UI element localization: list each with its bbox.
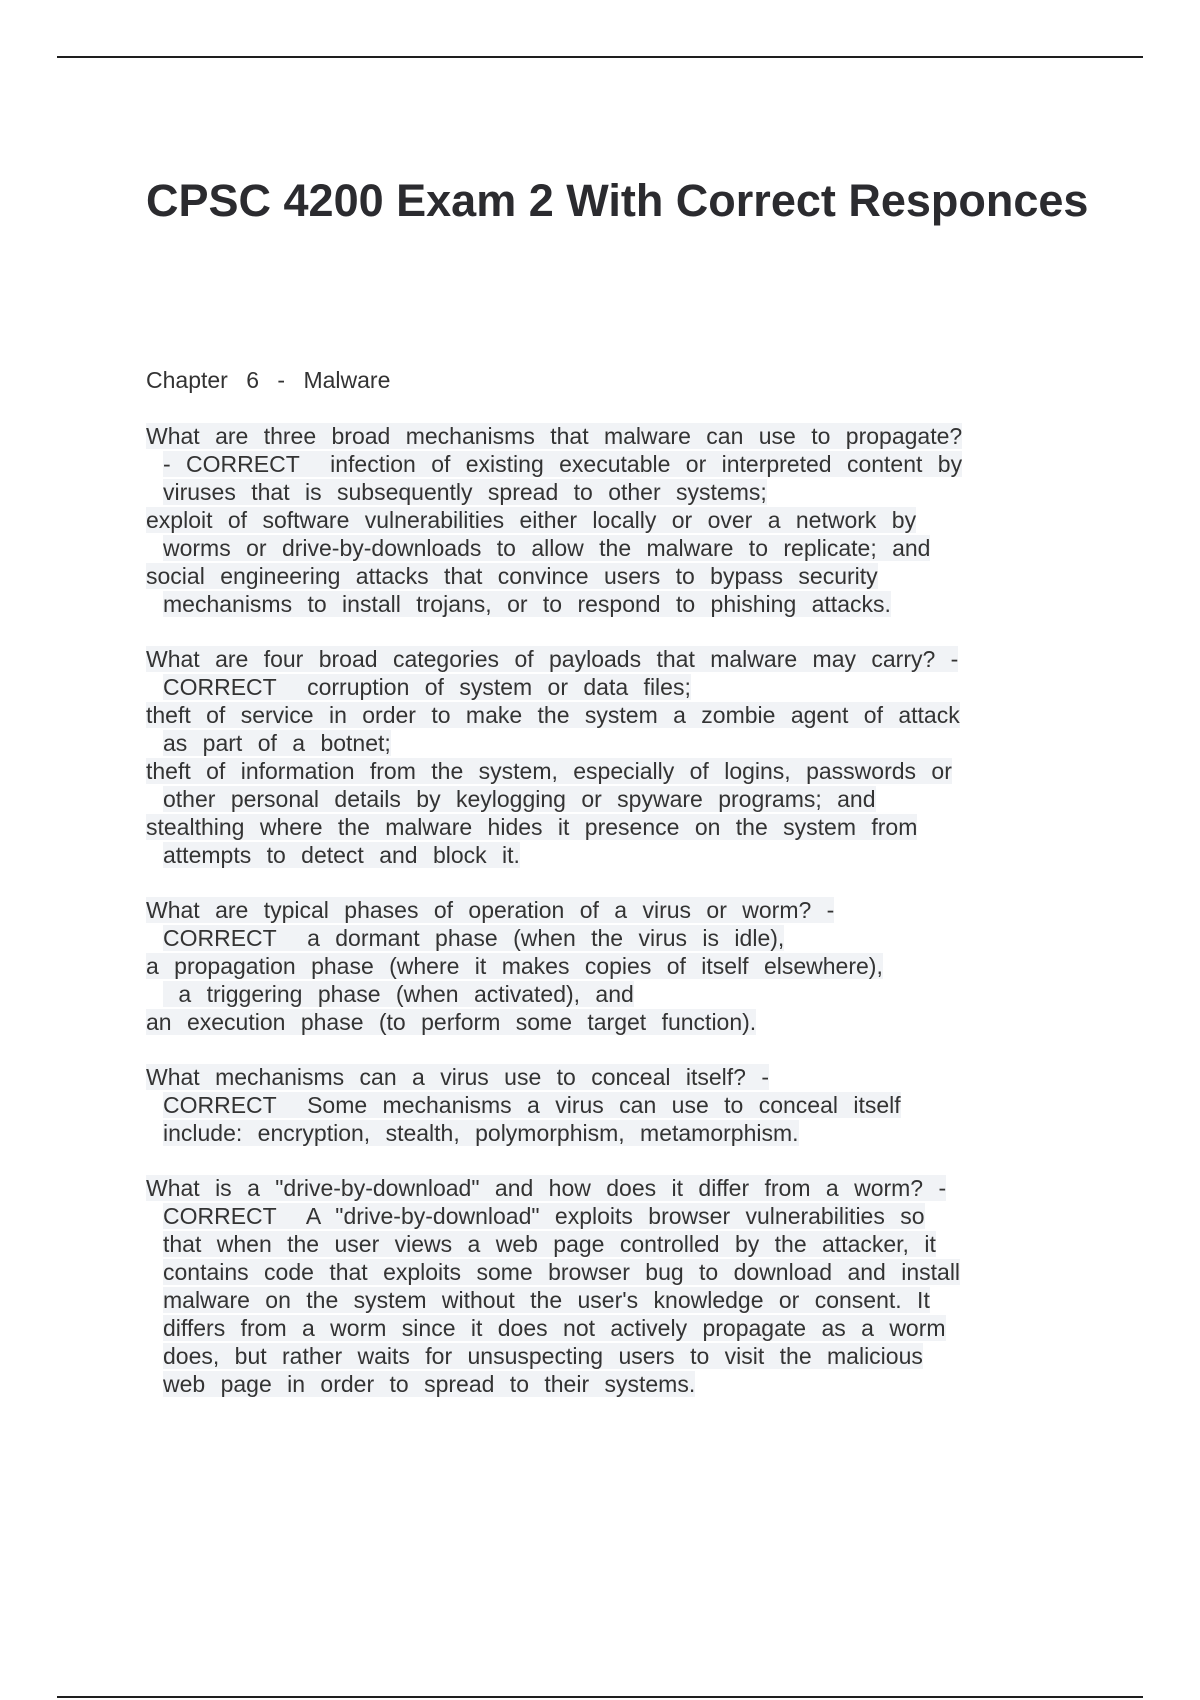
qa-line: stealthing where the malware hides it presence on the system from	[146, 814, 918, 840]
qa-line: CORRECT a dormant phase (when the virus is idle),	[163, 925, 785, 951]
qa-line: theft of information from the system, especially of logins, passwords or	[146, 758, 952, 784]
qa-line: exploit of software vulnerabilities either locally or over a network by	[146, 507, 917, 533]
qa-line: What mechanisms can a virus use to conceal itself? -	[146, 1064, 770, 1090]
qa-line: theft of service in order to make the system a zombie agent of attack	[146, 702, 960, 728]
qa-item-1	[146, 422, 1146, 618]
qa-line: does, but rather waits for unsuspecting users to visit the malicious	[163, 1343, 923, 1369]
qa-line: that when the user views a web page controlled by the attacker, it	[163, 1231, 936, 1257]
qa-line: CORRECT corruption of system or data files;	[163, 674, 691, 700]
chapter-heading: Chapter 6 - Malware	[146, 367, 391, 393]
qa-line: malware on the system without the user's knowledge or consent. It	[163, 1287, 930, 1313]
qa-item-4	[146, 1063, 1146, 1147]
qa-line: viruses that is subsequently spread to other systems;	[163, 479, 767, 505]
qa-line: CORRECT Some mechanisms a virus can use to conceal itself	[163, 1092, 901, 1118]
qa-line: contains code that exploits some browser bug to download and install	[163, 1259, 961, 1285]
qa-line: differs from a worm since it does not actively propagate as a worm	[163, 1315, 946, 1341]
qa-line: What are typical phases of operation of a virus or worm? -	[146, 897, 835, 923]
top-rule	[57, 56, 1143, 58]
qa-line: What are four broad categories of payloads that malware may carry? -	[146, 646, 959, 672]
qa-line: include: encryption, stealth, polymorphism, metamorphism.	[163, 1120, 799, 1146]
qa-line: What is a "drive-by-download" and how does it differ from a worm? -	[146, 1175, 947, 1201]
qa-line: CORRECT A "drive-by-download" exploits browser vulnerabilities so	[163, 1203, 925, 1229]
qa-line: other personal details by keylogging or spyware programs; and	[163, 786, 876, 812]
qa-line: worms or drive-by-downloads to allow the malware to replicate; and	[163, 535, 931, 561]
qa-item-2	[146, 645, 1146, 869]
qa-line: web page in order to spread to their systems.	[163, 1371, 696, 1397]
page-title: CPSC 4200 Exam 2 With Correct Responces	[146, 175, 1089, 226]
qa-item-5	[146, 1174, 1146, 1398]
qa-line: a triggering phase (when activated), and	[163, 981, 634, 1007]
qa-line: What are three broad mechanisms that malware can use to propagate?	[146, 423, 963, 449]
qa-line: mechanisms to install trojans, or to respond to phishing attacks.	[163, 591, 891, 617]
qa-line: - CORRECT infection of existing executable or interpreted content by	[163, 451, 963, 477]
qa-line: an execution phase (to perform some target function).	[146, 1009, 757, 1035]
qa-line: social engineering attacks that convince users to bypass security	[146, 563, 878, 589]
bottom-rule	[57, 1696, 1143, 1698]
document-body	[146, 366, 1146, 1425]
qa-item-3	[146, 896, 1146, 1036]
qa-line: as part of a botnet;	[163, 730, 391, 756]
qa-line: a propagation phase (where it makes copies of itself elsewhere),	[146, 953, 883, 979]
qa-line: attempts to detect and block it.	[163, 842, 520, 868]
